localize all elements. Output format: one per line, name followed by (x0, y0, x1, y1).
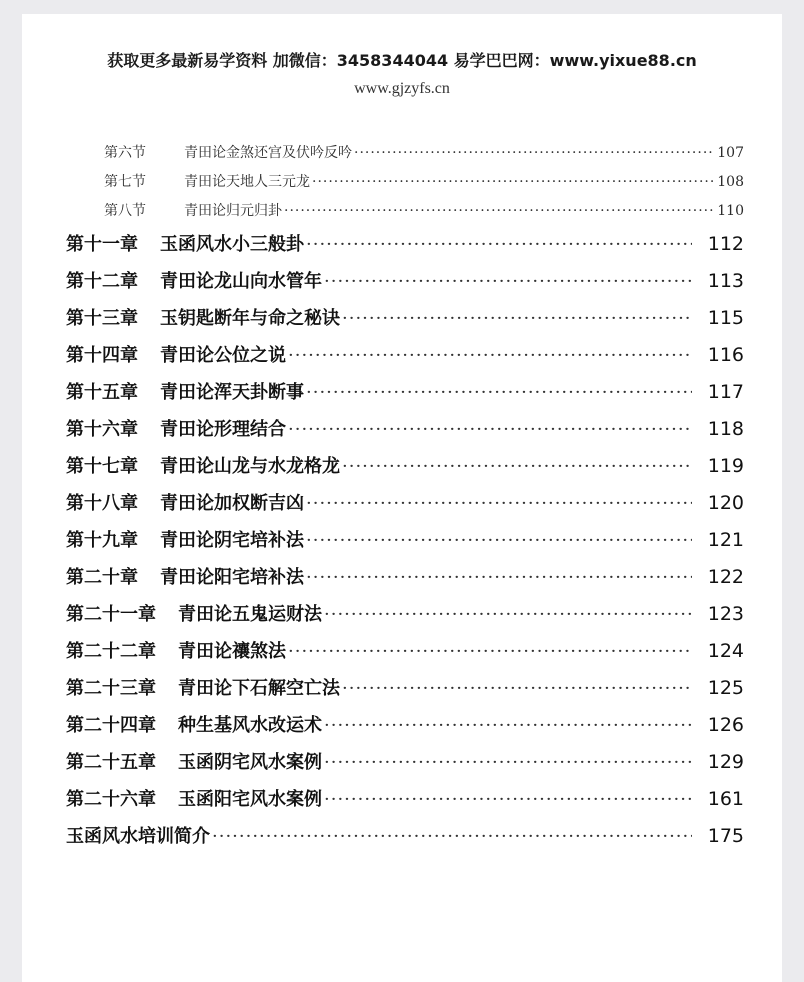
chapter-label: 第二十六章 (66, 789, 156, 810)
section-title: 青田论金煞还宫及伏吟反吟 (184, 145, 352, 161)
page-number: 120 (707, 492, 744, 514)
chapter-label: 第十八章 (66, 493, 138, 514)
page-number: 122 (707, 566, 744, 588)
dot-leader (306, 493, 692, 514)
dot-leader (342, 456, 692, 477)
chapter-title: 青田论山龙与水龙格龙 (160, 456, 340, 477)
chapter-title: 青田论龙山向水管年 (160, 271, 322, 292)
chapter-title: 青田论加权断吉凶 (160, 493, 304, 514)
page-number: 115 (707, 307, 744, 329)
page-number: 125 (707, 677, 744, 699)
dot-leader (306, 382, 692, 403)
chapter-label: 第十六章 (66, 419, 138, 440)
chapter-label: 第二十五章 (66, 752, 156, 773)
chapter-title: 种生基风水改运术 (178, 715, 322, 736)
dot-leader (354, 145, 713, 161)
chapter-title: 青田论形理结合 (160, 419, 286, 440)
document-page (22, 14, 782, 982)
dot-leader (324, 715, 692, 736)
chapter-label: 第十九章 (66, 530, 138, 551)
toc-section-row (104, 200, 744, 220)
page-number: 116 (707, 344, 744, 366)
chapter-title: 玉函风水小三般卦 (160, 234, 304, 255)
chapter-title: 青田论五鬼运财法 (178, 604, 322, 625)
toc-chapter-row (66, 341, 744, 367)
chapter-label: 第二十二章 (66, 641, 156, 662)
chapter-label: 第二十三章 (66, 678, 156, 699)
chapter-label: 第十五章 (66, 382, 138, 403)
page-number: 113 (707, 270, 744, 292)
toc-chapter-row (66, 748, 744, 774)
dot-leader (284, 203, 713, 219)
section-label: 第六节 (104, 145, 146, 161)
toc-chapter-row (66, 452, 744, 478)
dot-leader (288, 419, 692, 440)
toc-chapter-row (66, 563, 744, 589)
page-number: 161 (707, 788, 744, 810)
chapter-label: 第十三章 (66, 308, 138, 329)
page-number: 124 (707, 640, 744, 662)
chapter-title: 青田论禳煞法 (178, 641, 286, 662)
chapter-label: 第十七章 (66, 456, 138, 477)
page-number: 129 (707, 751, 744, 773)
toc-chapter-row (66, 304, 744, 330)
toc-chapter-row (66, 674, 744, 700)
dot-leader (306, 530, 692, 551)
toc-chapter-row (66, 267, 744, 293)
toc-chapter-row (66, 785, 744, 811)
page-number: 117 (707, 381, 744, 403)
toc-chapter-row (66, 378, 744, 404)
dot-leader (312, 174, 713, 190)
dot-leader (324, 789, 692, 810)
appendix-title: 玉函风水培训简介 (66, 826, 210, 847)
toc-chapter-row (66, 415, 744, 441)
dot-leader (212, 826, 692, 847)
dot-leader (306, 567, 692, 588)
header-ad-text: 获取更多最新易学资料 加微信：3458344044 易学巴巴网：www.yixue88.cn (107, 51, 697, 70)
chapter-title: 青田论阳宅培补法 (160, 567, 304, 588)
section-label: 第七节 (104, 174, 146, 190)
page-number: 175 (707, 825, 744, 847)
chapter-label: 第二十一章 (66, 604, 156, 625)
chapter-label: 第二十四章 (66, 715, 156, 736)
chapter-title: 玉函阳宅风水案例 (178, 789, 322, 810)
chapter-label: 第十二章 (66, 271, 138, 292)
chapter-title: 青田论阴宅培补法 (160, 530, 304, 551)
chapter-title: 青田论浑天卦断事 (160, 382, 304, 403)
toc-appendix-row (66, 822, 744, 848)
section-title: 青田论归元归卦 (184, 203, 282, 219)
chapter-label: 第十一章 (66, 234, 138, 255)
toc-section-row (104, 142, 744, 162)
header-site-url: www.gjzyfs.cn (354, 80, 450, 97)
page-number: 112 (707, 233, 744, 255)
dot-leader (342, 678, 692, 699)
chapter-label: 第十四章 (66, 345, 138, 366)
chapter-title: 青田论公位之说 (160, 345, 286, 366)
page-number: 107 (717, 145, 744, 161)
chapter-title: 玉钥匙断年与命之秘诀 (160, 308, 340, 329)
section-label: 第八节 (104, 203, 146, 219)
toc-chapter-row (66, 230, 744, 256)
toc-section-row (104, 171, 744, 191)
toc-chapter-row (66, 489, 744, 515)
page-number: 110 (717, 203, 744, 219)
chapter-label: 第二十章 (66, 567, 138, 588)
toc-chapter-row (66, 526, 744, 552)
dot-leader (288, 641, 692, 662)
page-number: 118 (707, 418, 744, 440)
page-number: 121 (707, 529, 744, 551)
section-title: 青田论天地人三元龙 (184, 174, 310, 190)
page-number: 119 (707, 455, 744, 477)
page-number: 126 (707, 714, 744, 736)
dot-leader (288, 345, 692, 366)
dot-leader (324, 752, 692, 773)
dot-leader (324, 271, 692, 292)
dot-leader (324, 604, 692, 625)
toc-chapter-row (66, 600, 744, 626)
dot-leader (342, 308, 692, 329)
toc-chapter-row (66, 711, 744, 737)
page-number: 123 (707, 603, 744, 625)
page-number: 108 (717, 174, 744, 190)
chapter-title: 青田论下石解空亡法 (178, 678, 340, 699)
toc-chapter-row (66, 637, 744, 663)
dot-leader (306, 234, 692, 255)
chapter-title: 玉函阴宅风水案例 (178, 752, 322, 773)
